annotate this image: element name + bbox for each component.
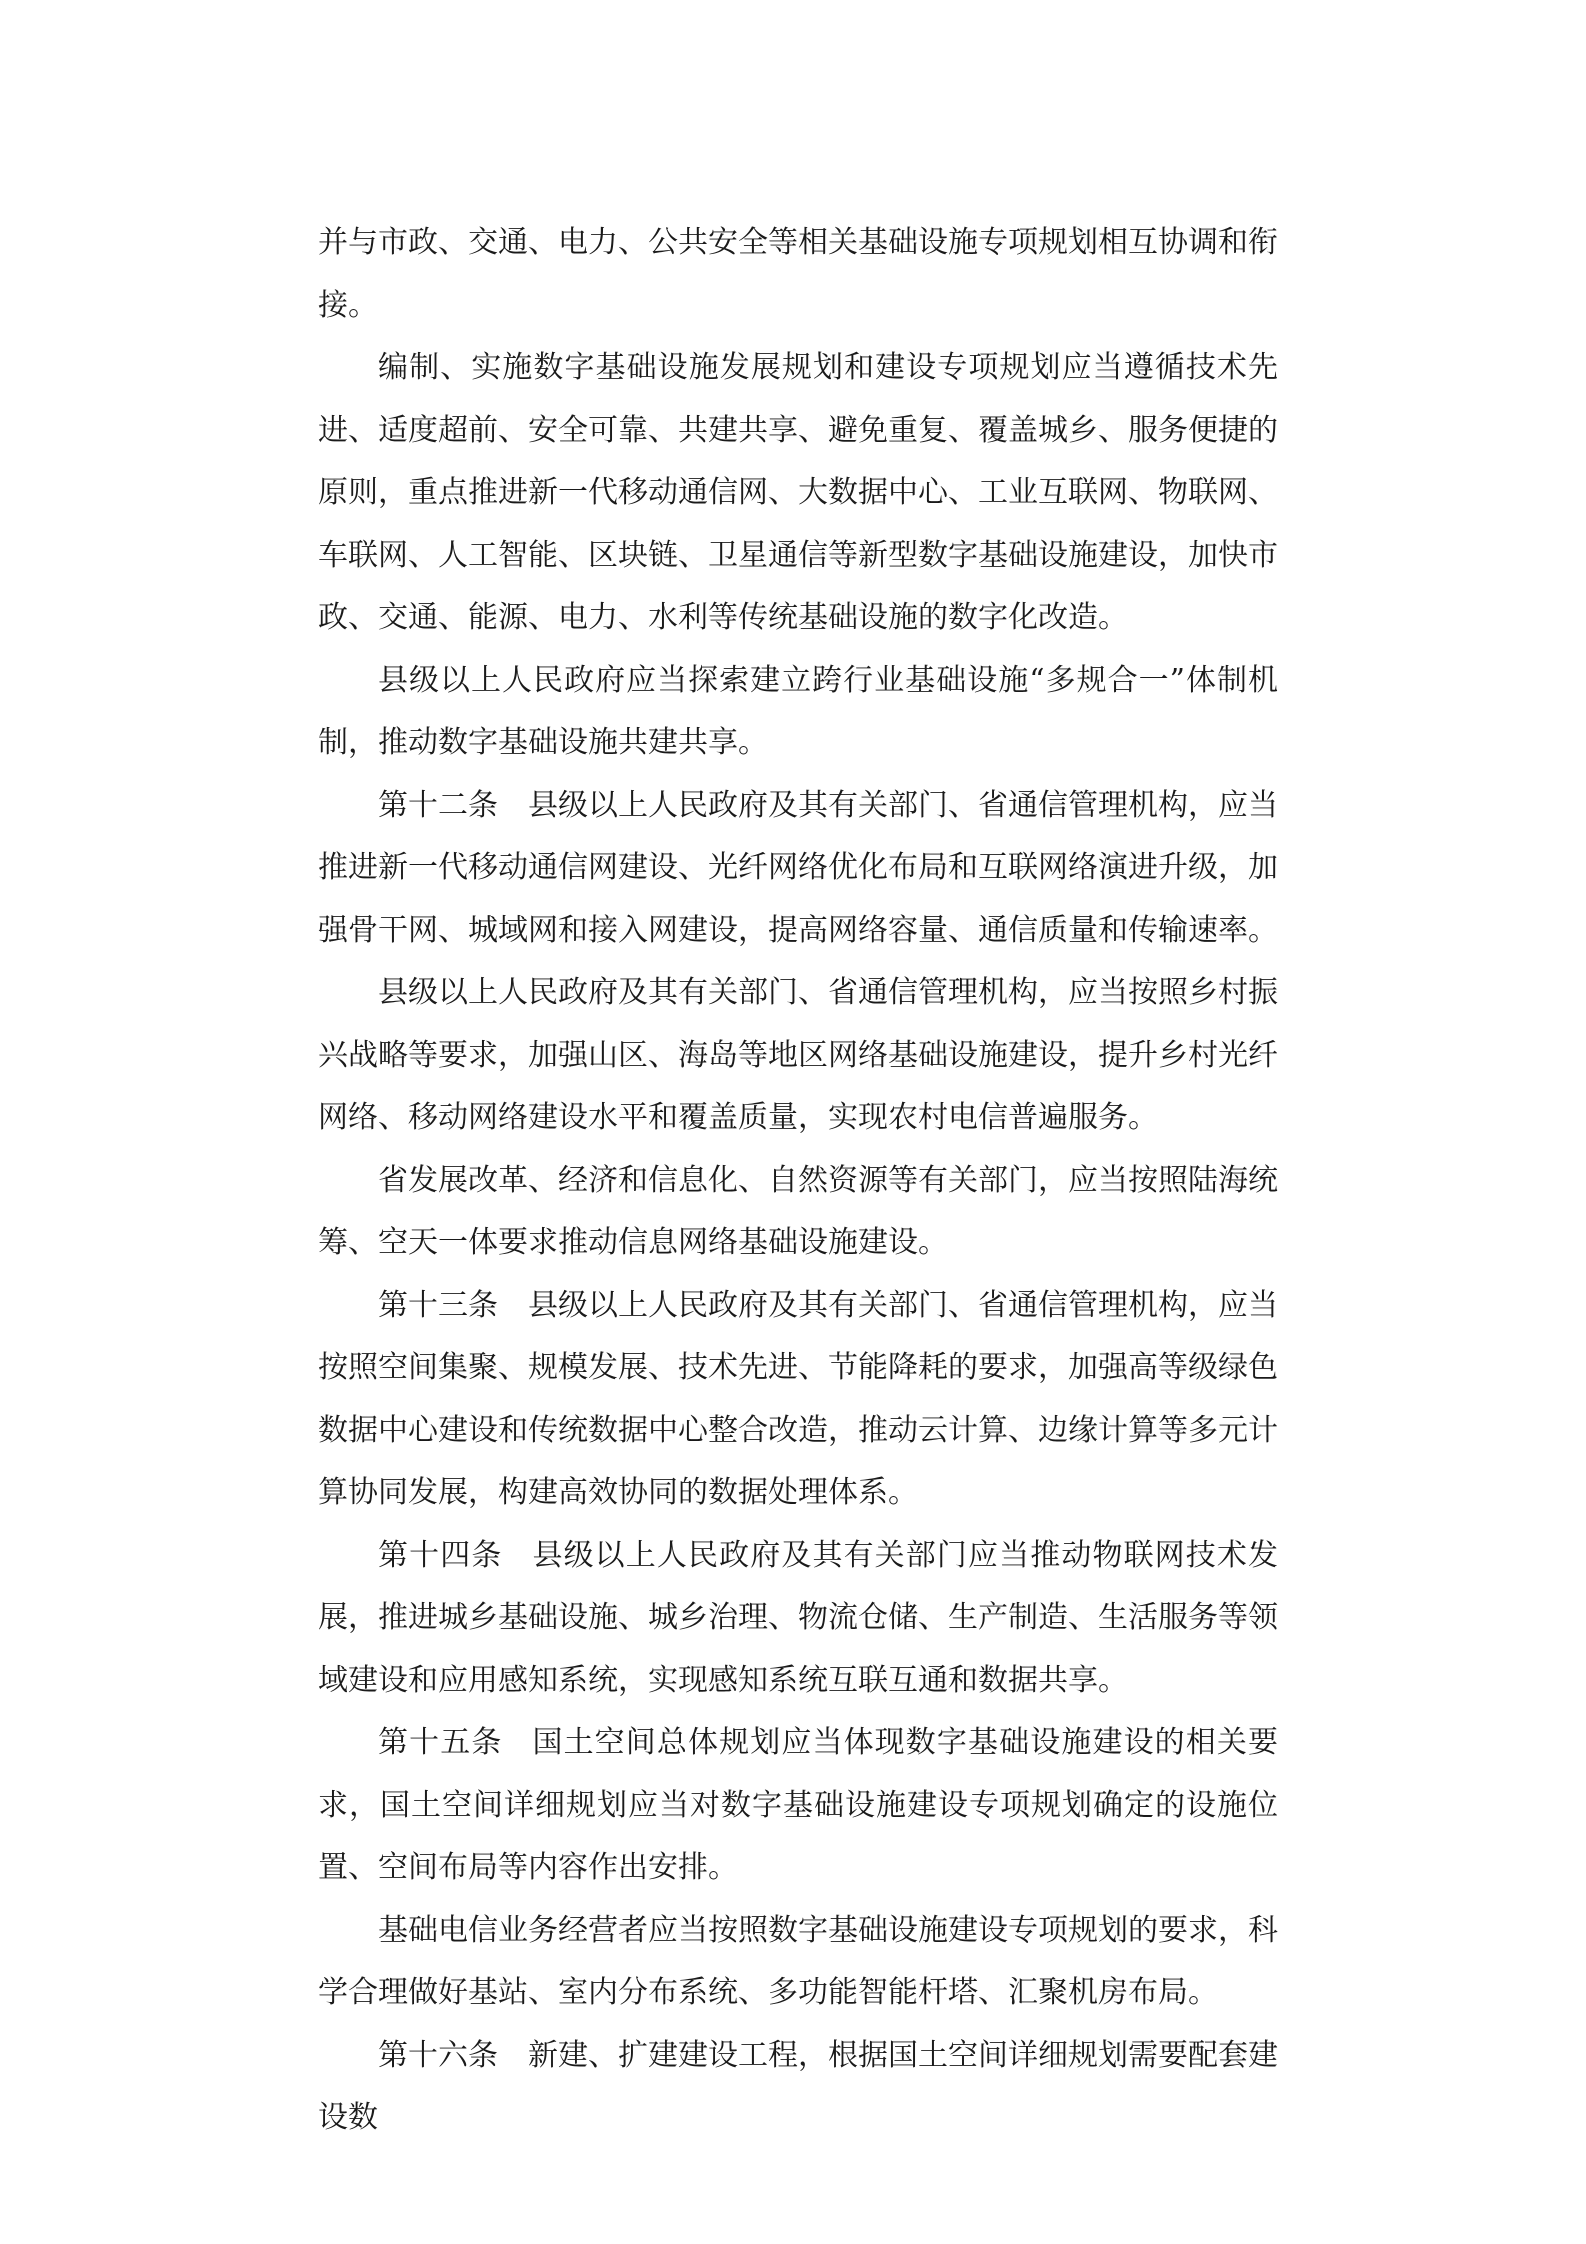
paragraph bbox=[318, 1900, 1278, 2025]
paragraph bbox=[318, 650, 1278, 775]
paragraph-text: 县级以上人民政府及其有关部门、省通信管理机构，应当按照乡村振兴战略等要求，加强山区、海岛等地区网络基础设施建设，提升乡村光纤网络、移动网络建设水平和覆盖质量，实现农村电信普遍服务。 bbox=[318, 975, 1278, 1135]
article-number: 第十三条 bbox=[378, 1287, 498, 1323]
paragraph bbox=[318, 337, 1278, 650]
paragraph-text: 新建、扩建建设工程，根据国土空间详细规划需要配套建设数 bbox=[318, 2037, 1278, 2135]
article-16 bbox=[318, 2025, 1278, 2150]
article-12 bbox=[318, 775, 1278, 963]
article-number: 第十六条 bbox=[378, 2037, 498, 2073]
paragraph bbox=[318, 962, 1278, 1150]
paragraph-text: 并与市政、交通、电力、公共安全等相关基础设施专项规划相互协调和衔接。 bbox=[318, 225, 1278, 323]
document-body bbox=[318, 212, 1278, 2150]
paragraph-text: 省发展改革、经济和信息化、自然资源等有关部门，应当按照陆海统筹、空天一体要求推动信息网络基础设施建设。 bbox=[318, 1162, 1278, 1260]
paragraph-text: 基础电信业务经营者应当按照数字基础设施建设专项规划的要求，科学合理做好基站、室内分布系统、多功能智能杆塔、汇聚机房布局。 bbox=[318, 1912, 1278, 2010]
article-number: 第十五条 bbox=[378, 1725, 503, 1760]
article-14 bbox=[318, 1525, 1278, 1713]
paragraph bbox=[318, 212, 1278, 337]
paragraph-text: 县级以上人民政府及其有关部门、省通信管理机构，应当推进新一代移动通信网建设、光纤网络优化布局和互联网络演进升级，加强骨干网、城域网和接入网建设，提高网络容量、通信质量和传输速率。 bbox=[318, 787, 1278, 948]
paragraph-text: 国土空间总体规划应当体现数字基础设施建设的相关要求，国土空间详细规划应当对数字基础设施建设专项规划确定的设施位置、空间布局等内容作出安排。 bbox=[318, 1725, 1279, 1885]
paragraph-text: 县级以上人民政府应当探索建立跨行业基础设施“多规合一”体制机制，推动数字基础设施共建共享。 bbox=[318, 662, 1278, 760]
paragraph-text: 编制、实施数字基础设施发展规划和建设专项规划应当遵循技术先进、适度超前、安全可靠、共建共享、避免重复、覆盖城乡、服务便捷的原则，重点推进新一代移动通信网、大数据中心、工业互联网、物联网、车联网、人工智能、区块链、卫星通信等新型数字基础设施建设，加快市政、交通、能源、电力、水利等传统基础设施的数字化改造。 bbox=[318, 350, 1278, 635]
paragraph-text: 县级以上人民政府及其有关部门、省通信管理机构，应当按照空间集聚、规模发展、技术先进、节能降耗的要求，加强高等级绿色数据中心建设和传统数据中心整合改造，推动云计算、边缘计算等多元计算协同发展，构建高效协同的数据处理体系。 bbox=[318, 1287, 1278, 1510]
article-number: 第十四条 bbox=[378, 1537, 503, 1573]
paragraph bbox=[318, 1150, 1278, 1275]
article-13 bbox=[318, 1275, 1278, 1525]
article-15 bbox=[318, 1712, 1278, 1900]
paragraph-text: 县级以上人民政府及其有关部门应当推动物联网技术发展，推进城乡基础设施、城乡治理、物流仓储、生产制造、生活服务等领域建设和应用感知系统，实现感知系统互联互通和数据共享。 bbox=[318, 1537, 1279, 1698]
article-number: 第十二条 bbox=[378, 787, 498, 823]
